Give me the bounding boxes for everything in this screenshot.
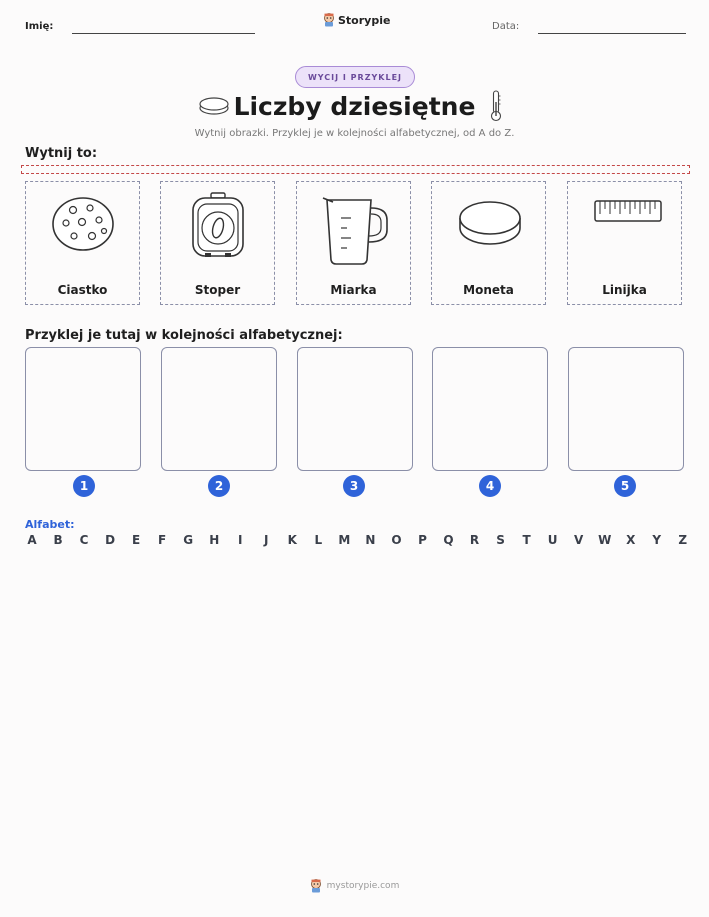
alphabet-letter: L — [314, 533, 323, 547]
alphabet-letter: Q — [443, 533, 454, 547]
paste-slot[interactable] — [568, 347, 684, 471]
alphabet-letter: T — [522, 533, 531, 547]
card-label: Stoper — [194, 283, 241, 297]
storypie-mascot-icon — [310, 879, 322, 893]
alphabet-letter: J — [264, 533, 269, 547]
slot-number-badge: 2 — [208, 475, 230, 497]
date-line[interactable] — [538, 33, 686, 34]
alphabet-letter: E — [132, 533, 141, 547]
page-title: Liczby dziesiętne — [233, 92, 476, 121]
alphabet-letter: S — [496, 533, 505, 547]
slot-number-badge: 4 — [479, 475, 501, 497]
slot-number-badge: 3 — [343, 475, 365, 497]
alphabet-letter: Y — [652, 533, 662, 547]
name-label: Imię: — [25, 21, 54, 32]
alphabet-row — [25, 533, 690, 547]
alphabet-letter: N — [365, 533, 376, 547]
alphabet-letter: K — [287, 533, 297, 547]
cut-section-label: Wytnij to: — [25, 146, 98, 161]
storypie-mascot-icon — [323, 13, 335, 27]
footer — [0, 879, 709, 893]
alphabet-letter: D — [105, 533, 116, 547]
brand-name: Storypie — [338, 13, 391, 27]
card-label: Miarka — [330, 283, 377, 297]
paste-slot[interactable] — [297, 347, 413, 471]
alphabet-letter: A — [27, 533, 37, 547]
cut-card-measuring-cup[interactable] — [296, 181, 411, 305]
paste-slot[interactable] — [25, 347, 141, 471]
card-label: Ciastko — [57, 283, 108, 297]
measuring-cup-icon — [317, 190, 391, 270]
alphabet-letter: M — [338, 533, 351, 547]
alphabet-letter: X — [626, 533, 636, 547]
alphabet-letter: W — [598, 533, 612, 547]
ruler-icon — [588, 190, 662, 270]
slot-number-badge: 1 — [73, 475, 95, 497]
date-label: Data: — [492, 21, 520, 32]
alphabet-letter: H — [209, 533, 220, 547]
paste-section-label: Przyklej je tutaj w kolejności alfabetycznej: — [25, 328, 343, 343]
paste-slot[interactable] — [161, 347, 277, 471]
cut-card-ruler[interactable] — [567, 181, 682, 305]
coin-icon — [452, 190, 526, 270]
cut-card-stopwatch[interactable] — [160, 181, 275, 305]
alphabet-letter: Z — [678, 533, 688, 547]
instructions: Wytnij obrazki. Przyklej je w kolejności alfabetycznej, od A do Z. — [194, 128, 515, 139]
alphabet-letter: F — [158, 533, 167, 547]
slot-number-badge: 5 — [614, 475, 636, 497]
alphabet-letter: G — [183, 533, 194, 547]
cut-card-coin[interactable] — [431, 181, 546, 305]
cookie-icon — [46, 190, 120, 270]
alphabet-letter: U — [547, 533, 558, 547]
card-label: Moneta — [463, 283, 514, 297]
card-label: Linijka — [602, 283, 647, 297]
footer-url[interactable]: mystorypie.com — [326, 881, 400, 891]
cut-line — [21, 165, 690, 174]
alphabet-letter: I — [238, 533, 243, 547]
alphabet-letter: P — [418, 533, 427, 547]
brand-logo — [323, 13, 390, 27]
alphabet-letter: R — [469, 533, 480, 547]
worksheet-type-badge: WYCIJ I PRZYKLEJ — [295, 66, 415, 88]
alphabet-label: Alfabet: — [25, 518, 75, 531]
name-line[interactable] — [72, 33, 255, 34]
stopwatch-icon — [181, 190, 255, 270]
cut-card-cookie[interactable] — [25, 181, 140, 305]
alphabet-letter: B — [53, 533, 63, 547]
alphabet-letter: O — [391, 533, 402, 547]
paste-slot[interactable] — [432, 347, 548, 471]
thermometer-icon — [489, 90, 503, 122]
alphabet-letter: C — [79, 533, 89, 547]
alphabet-letter: V — [574, 533, 584, 547]
